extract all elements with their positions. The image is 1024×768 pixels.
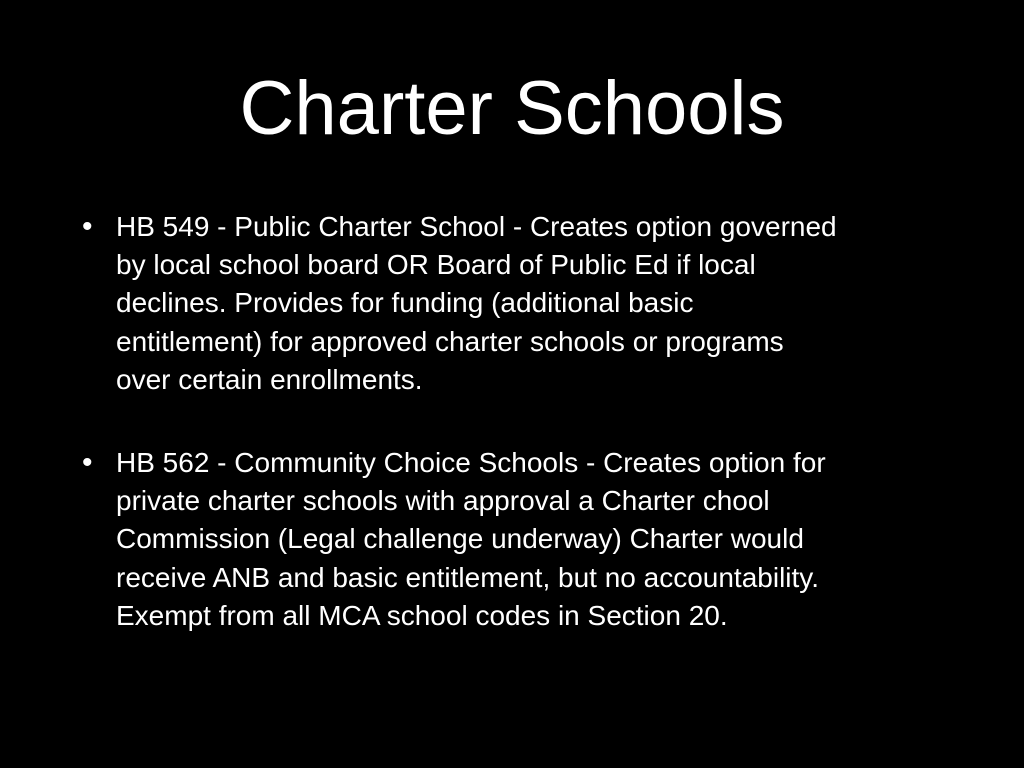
bullet-item-hb-549 xyxy=(76,208,956,399)
bullet-item-hb-562 xyxy=(76,444,956,635)
bullet-dot-icon: • xyxy=(82,210,93,243)
bullet-dot-icon: • xyxy=(82,446,93,480)
bullet-text: HB 549 - Public Charter School - Creates option governed by local school board OR Board of Public Ed if local declines. Provides for funding (additional basic entitlement) for approved charter schools or programs over certain enrollments. xyxy=(116,211,837,395)
bullet-list xyxy=(76,208,956,680)
bullet-text: HB 562 - Community Choice Schools - Creates option for private charter schools with approval a Charter chool Commission (Legal challenge underway) Charter would receive ANB and basic entitlement, but no accountability. Exempt from all MCA school codes in Section 20. xyxy=(116,447,826,631)
slide-title: Charter Schools xyxy=(239,66,785,151)
